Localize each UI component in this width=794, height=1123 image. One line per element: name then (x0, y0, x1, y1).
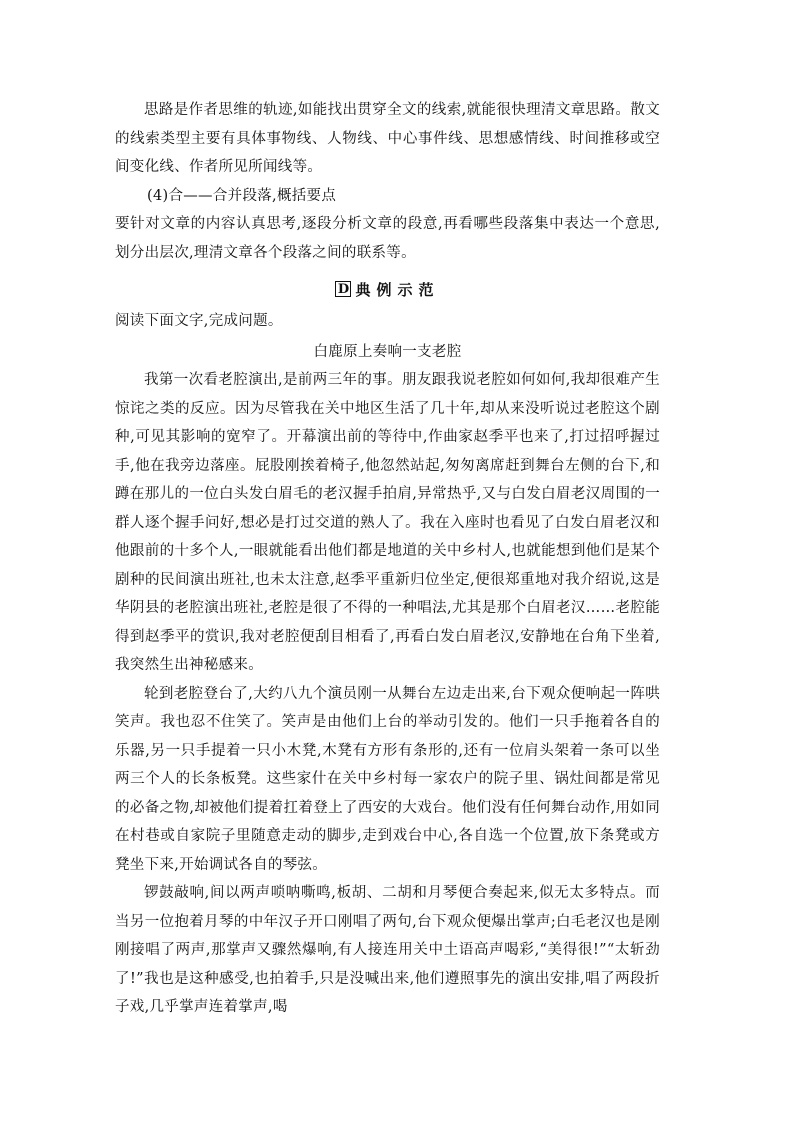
section-d-icon: D (335, 281, 351, 297)
article-paragraph: 锣鼓敲响,间以两声唢呐嘶鸣,板胡、二胡和月琴便合奏起来,似无太多特点。而当另一位抱着月琴的中年汉子开口刚唱了两句,台下观众便爆出掌声;白毛老汉也是刚刚接唱了两声,那掌声又骤然爆响,有人接连用关中土语高声喝彩,“美得很!”“太斩劲了!”我也是这种感受,也拍着手,只是没喊出来,他们遵照事先的演出安排,唱了两段折子戏,几乎掌声连着掌声,喝 (115, 885, 660, 1015)
instruction-text: 阅读下面文字,完成问题。 (115, 313, 283, 329)
intro-paragraph: 思路是作者思维的轨迹,如能找出贯穿全文的线索,就能很快理清文章思路。散文的线索类型主要有具体事物线、人物线、中心事件线、思想感情线、时间推移或空间变化线、作者所见所闻线等。 (115, 102, 660, 175)
article-paragraph: 轮到老腔登台了,大约八九个演员刚一从舞台左边走出来,台下观众便响起一阵哄笑声。我也忍不住笑了。笑声是由他们上台的举动引发的。他们一只手拖着各自的乐器,另一只手提着一只小木凳,木凳有方形有条形的,还有一位肩头架着一条可以坐两三个人的长条板凳。这些家什在关中乡村每一家农户的院子里、锅灶间都是常见的必备之物,却被他们提着扛着登上了西安的大戏台。他们没有任何舞台动作,用如同在村巷或自家院子里随意走动的脚步,走到戏台中心,各自选一个位置,放下条凳或方凳坐下来,开始调试各自的琴弦。 (115, 685, 660, 873)
document-page (115, 96, 660, 1022)
item-4-paragraph: 要针对文章的内容认真思考,逐段分析文章的段意,再看哪些段落集中表达一个意思,划分出层次,理清文章各个段落之间的联系等。 (115, 216, 660, 261)
article-title: 白鹿原上奏响一支老腔 (313, 343, 462, 360)
section-title: 典例示范 (355, 280, 440, 299)
article-paragraph: 我第一次看老腔演出,是前两三年的事。朋友跟我说老腔如何如何,我却很难产生惊诧之类的反应。因为尽管我在关中地区生活了几十年,却从来没听说过老腔这个剧种,可见其影响的宽窄了。开幕演出前的等待中,作曲家赵季平也来了,打过招呼握过手,他在我旁边落座。屁股刚挨着椅子,他忽然站起,匆匆离席赶到舞台左侧的台下,和蹲在那儿的一位白头发白眉毛的老汉握手拍肩,异常热乎,又与白发白眉老汉周围的一群人逐个握手问好,想必是打过交道的熟人了。我在入座时也看见了白发白眉老汉和他跟前的十多个人,一眼就能看出他们都是地道的关中乡村人,也就能想到他们是某个剧种的民间演出班社,也未太注意,赵季平重新归位坐定,便很郑重地对我介绍说,这是华阴县的老腔演出班社,老腔是很了不得的一种唱法,尤其是那个白眉老汉……老腔能得到赵季平的赏识,我对老腔便刮目相看了,再看白发白眉老汉,安静地在台角下坐着,我突然生出神秘感来。 (115, 372, 660, 673)
item-4-heading: (4)合——合并段落,概括要点 (147, 187, 337, 204)
section-header (115, 275, 660, 303)
